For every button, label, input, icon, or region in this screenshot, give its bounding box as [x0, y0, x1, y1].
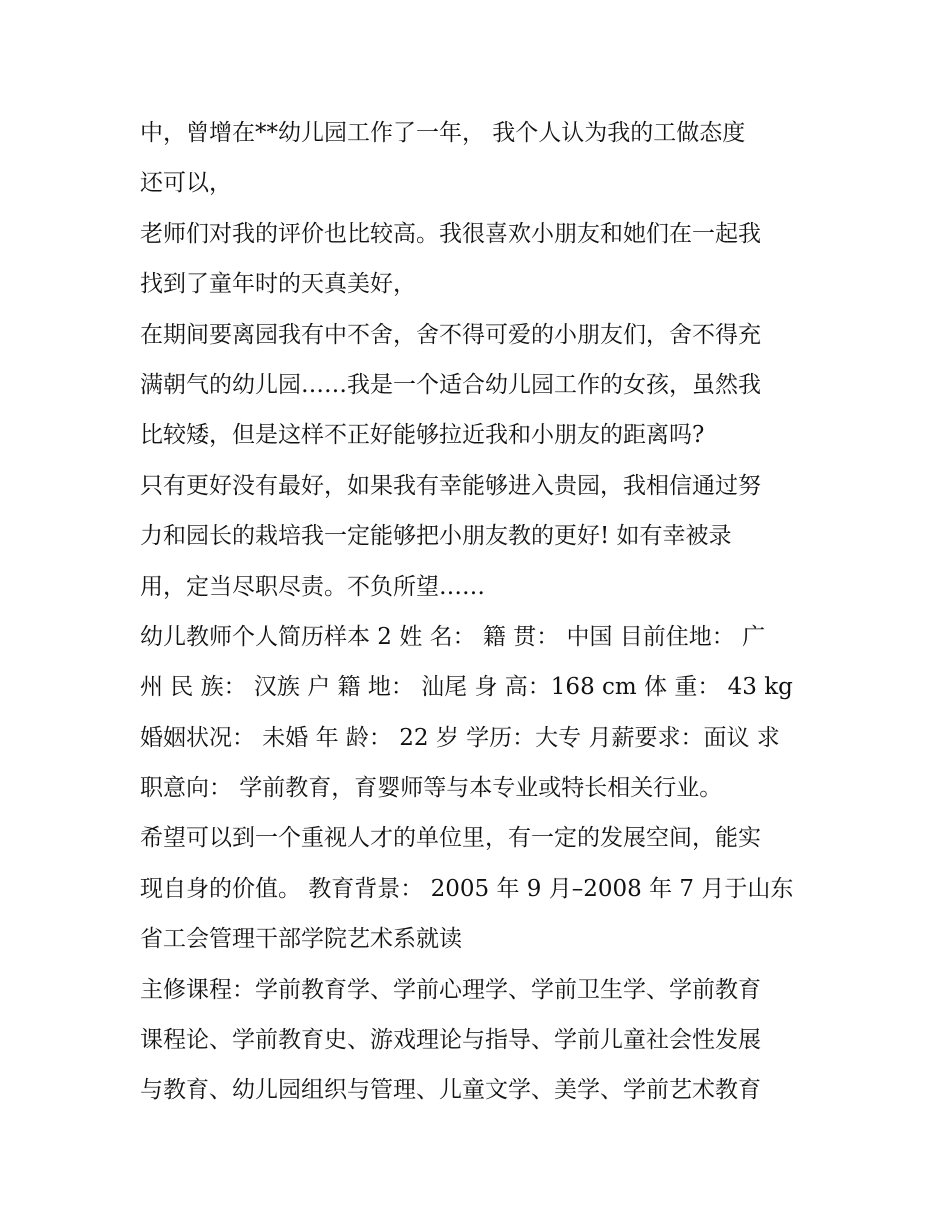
text-line: 婚姻状况： 未婚 年 龄： 22 岁 学历：大专 月薪要求：面议 求 [140, 724, 780, 751]
text-line: 幼儿教师个人简历样本 2 姓 名： 籍 贯： 中国 目前住地： 广 [140, 623, 766, 650]
text-line: 州 民 族： 汉族 户 籍 地： 汕尾 身 高：168 cm 体 重： 43 kg [140, 674, 793, 701]
text-line: 职意向： 学前教育，育婴师等与本专业或特长相关行业。 [140, 775, 723, 802]
text-line: 满朝气的幼儿园……我是一个适合幼儿园工作的女孩，虽然我 [140, 371, 761, 398]
text-line: 力和园长的栽培我一定能够把小朋友教的更好! 如有幸被录 [140, 523, 732, 550]
text-line: 比较矮，但是这样不正好能够拉近我和小朋友的距离吗? [140, 422, 705, 449]
text-line: 省工会管理干部学院艺术系就读 [140, 926, 462, 953]
text-line: 希望可以到一个重视人才的单位里，有一定的发展空间，能实 [140, 825, 761, 852]
text-line: 老师们对我的评价也比较高。我很喜欢小朋友和她们在一起我 [140, 220, 761, 247]
text-line: 还可以， [140, 170, 232, 197]
text-line: 现自身的价值。 教育背景： 2005 年 9 月–2008 年 7 月于山东 [140, 875, 794, 902]
text-line: 找到了童年时的天真美好， [140, 271, 416, 298]
body-text [140, 108, 820, 1116]
text-line: 主修课程：学前教育学、学前心理学、学前卫生学、学前教育 [140, 976, 761, 1003]
text-line: 课程论、学前教育史、游戏理论与指导、学前儿童社会性发展 [140, 1027, 761, 1054]
text-line: 与教育、幼儿园组织与管理、儿童文学、美学、学前艺术教育 [140, 1077, 761, 1104]
text-line: 只有更好没有最好，如果我有幸能够进入贵园，我相信通过努 [140, 472, 761, 499]
text-line: 中，曾增在**幼儿园工作了一年， 我个人认为我的工做态度 [140, 120, 746, 146]
text-line: 在期间要离园我有中不舍，舍不得可爱的小朋友们，舍不得充 [140, 321, 761, 348]
text-line: 用，定当尽职尽责。不负所望…… [140, 573, 485, 600]
